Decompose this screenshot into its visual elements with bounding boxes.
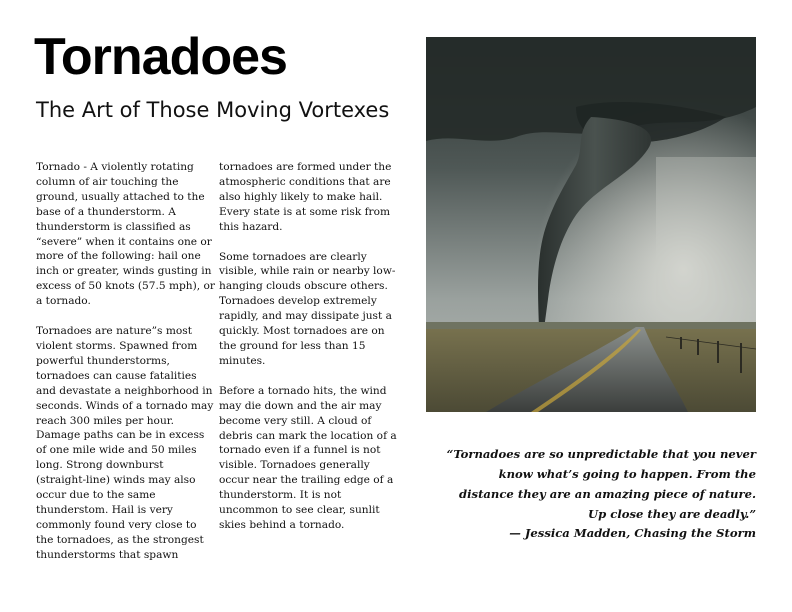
quote-attribution: — Jessica Madden, Chasing the Storm [509,526,756,540]
paragraph: Tornadoes are nature”s most violent storms. Spawned from powerful thunderstorms, tornadoes can cause fatalities and devastate a neighborhood in seconds. Winds of a tornado may reach 300 miles per hour. Damage paths can be in excess of one mile wide and 50 miles long. Strong downburst (straight-line) winds may also occur due to the same thunderstom. Hail is very commonly found very close to the tornadoes, as the strongest thunderstorms that spawn [36,325,214,561]
paragraph: Before a tornado hits, the wind may die down and the air may become very still. A cloud of debris can mark the location of a tornado even if a funnel is not visible. Tornadoes generally occur near the trailing edge of a thunderstorm. It is not uncommon to see clear, sunlit skies behind a tornado. [219,384,397,531]
page-title: Tornadoes [34,28,287,86]
paragraph: Some tornadoes are clearly visible, while rain or nearby low-hanging clouds obscure others. Tornadoes develop extremely rapidly, and may dissipate just a quickly. Most tornadoes are on the ground for less than 15 minutes. [219,250,396,367]
rain-haze [656,157,756,327]
page-subtitle: The Art of Those Moving Vortexes [36,98,390,122]
paragraph: Tornado - A violently rotating column of air touching the ground, usually attached to the base of a thunderstorm. A thunderstorm is classified as “severe” when it contains one or more of the following: hail one inch or greater, winds gusting in excess of 50 knots (57.5 mph), or a tornado. [36,161,215,308]
pull-quote: “Tornadoes are so unpredictable that you never know what’s going to happen. From the distance they are an amazing piece of nature. Up close they are deadly.” [446,447,756,521]
paragraph: tornadoes are formed under the atmospheric conditions that are also highly likely to make hail. Every state is at some risk from this hazard. [219,161,392,233]
article-column-2 [219,160,399,548]
tornado-illustration [426,37,756,412]
article-column-1 [36,160,216,578]
tornado-photo [426,37,756,412]
